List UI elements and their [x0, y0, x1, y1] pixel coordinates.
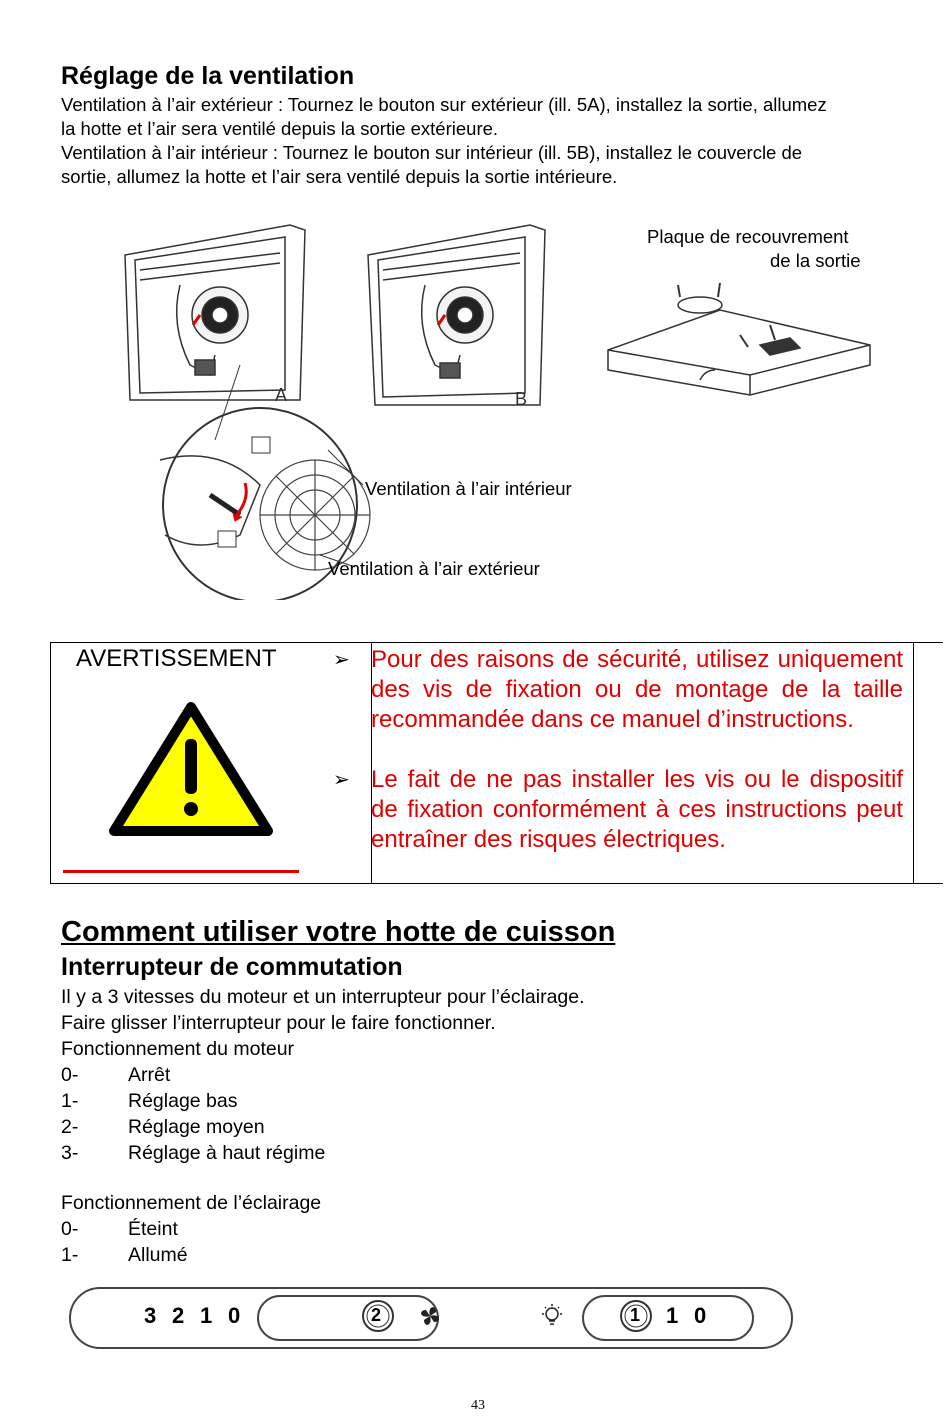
page-number: 43: [471, 1398, 485, 1413]
motor-digit: 3: [144, 1303, 157, 1328]
ventilation-illustration: [100, 215, 900, 600]
section-subtitle-switch: Interrupteur de commutation: [61, 953, 403, 981]
warning-bullet-2: ➢ Le fait de ne pas installer les vis ou le dispositif de fixation conformément à ces instructions peut entraîner des risques électriques.: [333, 766, 903, 853]
motor-digit: 0: [228, 1303, 241, 1328]
light-knob[interactable]: 1: [630, 1305, 641, 1325]
list-item: 0- Arrêt: [61, 1064, 171, 1086]
warning-title: AVERTISSEMENT: [76, 645, 277, 672]
label-b: B: [515, 389, 528, 409]
intro-line: Il y a 3 vitesses du moteur et un interrupteur pour l’éclairage.: [61, 986, 585, 1008]
warning-table: [50, 642, 943, 884]
hood-b-drawing: [368, 225, 545, 405]
motor-digit: 1: [200, 1303, 213, 1328]
arrow-bullet-icon: ➢: [333, 769, 350, 791]
warning-bullet-1: ➢ Pour des raisons de sécurité, utilisez uniquement des vis de fixation ou de montage de la taille recommandée dans ce manuel d’instructions.: [333, 646, 903, 733]
motor-knob[interactable]: 2: [371, 1305, 382, 1325]
list-item: 1- Allumé: [61, 1244, 188, 1266]
exterior-ventilation-label: Ventilation à l’air extérieur: [328, 558, 540, 579]
light-digit: 1: [666, 1303, 679, 1328]
light-heading: Fonctionnement de l’éclairage: [61, 1192, 322, 1214]
arrow-bullet-icon: ➢: [333, 649, 350, 671]
red-underline: [63, 870, 299, 873]
interior-ventilation-label: Ventilation à l’air intérieur: [365, 478, 572, 499]
label-a: A: [275, 385, 288, 405]
paragraph-line: Ventilation à l’air intérieur : Tournez le bouton sur intérieur (ill. 5B), installez le couvercle de: [61, 142, 803, 163]
intro-line: Faire glisser l’interrupteur pour le faire fonctionner.: [61, 1012, 496, 1034]
list-item: 2- Réglage moyen: [61, 1116, 265, 1138]
motor-heading: Fonctionnement du moteur: [61, 1038, 295, 1060]
motor-slider-track: [258, 1296, 438, 1340]
motor-digit: 2: [172, 1303, 185, 1328]
list-item: 1- Réglage bas: [61, 1090, 238, 1112]
warning-triangle-icon: [106, 699, 276, 839]
cover-plate-label-line1: Plaque de recouvrement: [647, 226, 849, 247]
section-title-usage: Comment utiliser votre hotte de cuisson: [61, 916, 616, 948]
paragraph-line: Ventilation à l’air extérieur : Tournez le bouton sur extérieur (ill. 5A), installez la sortie, allumez: [61, 94, 827, 115]
paragraph-line: sortie, allumez la hotte et l’air sera ventilé depuis la sortie intérieure.: [61, 166, 618, 187]
hood-a-drawing: [125, 225, 305, 400]
cover-plate-drawing: [608, 283, 870, 395]
cover-plate-label-line2: de la sortie: [770, 250, 861, 271]
paragraph-line: la hotte et l’air sera ventilé depuis la sortie extérieure.: [61, 118, 499, 139]
section-title-ventilation: Réglage de la ventilation: [61, 62, 355, 90]
list-item: 3- Réglage à haut régime: [61, 1142, 326, 1164]
list-item: 0- Éteint: [61, 1218, 178, 1240]
light-digit: 0: [694, 1303, 707, 1328]
